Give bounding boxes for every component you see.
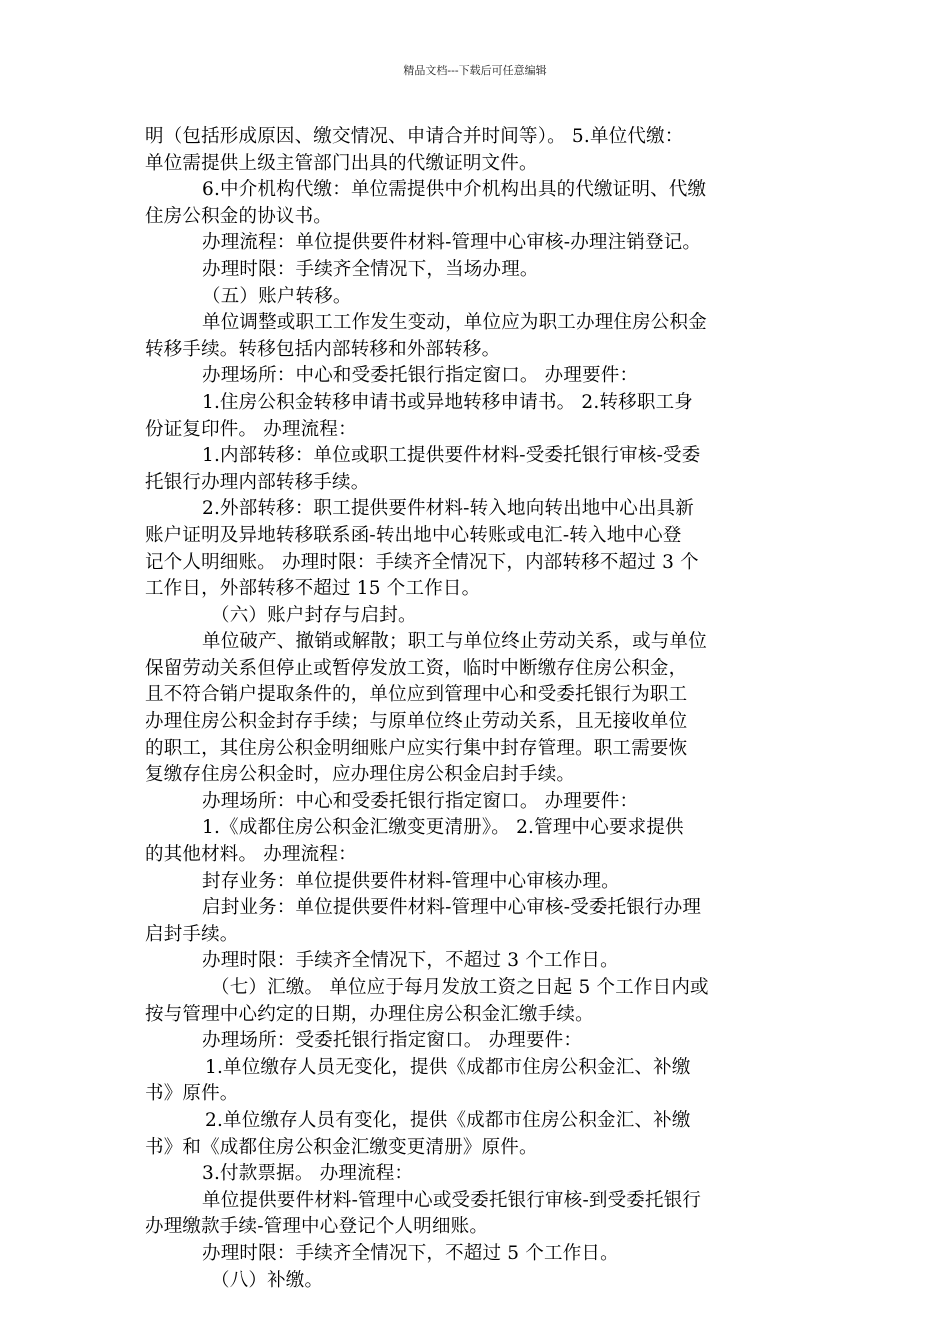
text-line: 且不符合销户提取条件的，单位应到管理中心和受委托银行为职工: [145, 684, 688, 706]
text-line: 办理缴款手续-管理中心登记个人明细账。: [145, 1216, 489, 1238]
text-line: 账户证明及异地转移联系函-转出地中心转账或电汇-转入地中心登: [145, 524, 682, 546]
text-line: 复缴存住房公积金时，应办理住房公积金启封手续。: [145, 764, 576, 786]
text-line: 6.中介机构代缴：单位需提供中介机构出具的代缴证明、代缴: [202, 179, 707, 201]
text-line: 单位需提供上级主管部门出具的代缴证明文件。: [145, 152, 538, 174]
text-line: 3.付款票据。 办理流程：: [202, 1163, 414, 1185]
text-line: 记个人明细账。 办理时限：手续齐全情况下，内部转移不超过 3 个: [145, 551, 699, 573]
text-line: 1.住房公积金转移申请书或异地转移申请书。 2.转移职工身: [202, 391, 693, 413]
text-line: 1.单位缴存人员无变化，提供《成都市住房公积金汇、补缴: [205, 1056, 691, 1078]
text-line: 单位破产、撤销或解散；职工与单位终止劳动关系，或与单位: [202, 631, 707, 653]
text-line: 工作日，外部转移不超过 15 个工作日。: [145, 578, 481, 600]
text-line: 明（包括形成原因、缴交情况、申请合并时间等）。 5.单位代缴：: [145, 126, 684, 147]
text-line: 1.《成都住房公积金汇缴变更清册》。 2.管理中心要求提供: [202, 817, 684, 839]
text-line: 单位调整或职工工作发生变动，单位应为职工办理住房公积金: [202, 312, 707, 334]
text-line: 启封业务：单位提供要件材料-管理中心审核-受委托银行办理: [202, 897, 702, 919]
section-heading: （五）账户转移。: [202, 285, 352, 307]
text-line: 办理场所：受委托银行指定窗口。 办理要件：: [202, 1030, 583, 1052]
text-line: 启封手续。: [145, 923, 239, 945]
text-line: 份证复印件。 办理流程：: [145, 418, 357, 440]
text-line: 办理住房公积金封存手续；与原单位终止劳动关系，且无接收单位: [145, 711, 688, 733]
text-line: 转移手续。转移包括内部转移和外部转移。: [145, 338, 501, 360]
text-line: 办理流程：单位提供要件材料-管理中心审核-办理注销登记。: [202, 232, 702, 254]
text-line: 单位提供要件材料-管理中心或受委托银行审核-到受委托银行: [202, 1189, 702, 1211]
section-heading: （六）账户封存与启封。: [211, 604, 417, 626]
text-line: 书》和《成都住房公积金汇缴变更清册》原件。: [145, 1136, 538, 1158]
text-line: 办理场所：中心和受委托银行指定窗口。 办理要件：: [202, 790, 639, 812]
text-line: 住房公积金的协议书。: [145, 205, 333, 227]
text-line: 封存业务：单位提供要件材料-管理中心审核办理。: [202, 870, 620, 892]
text-line: 办理时限：手续齐全情况下，不超过 5 个工作日。: [202, 1242, 619, 1264]
text-line: 2.外部转移：职工提供要件材料-转入地向转出地中心出具新: [202, 498, 695, 520]
text-line: 办理时限：手续齐全情况下，不超过 3 个工作日。: [202, 950, 619, 972]
text-line: 2.单位缴存人员有变化，提供《成都市住房公积金汇、补缴: [205, 1109, 691, 1131]
text-line: 的职工，其住房公积金明细账户应实行集中封存管理。职工需要恢: [145, 737, 688, 759]
text-line: 托银行办理内部转移手续。: [145, 471, 370, 493]
page-header: 精品文档---下载后可任意编辑: [403, 64, 547, 77]
section-heading: （八）补缴。: [211, 1269, 324, 1291]
text-line: 1.内部转移：单位或职工提供要件材料-受委托银行审核-受委: [202, 445, 701, 467]
text-line: 办理场所：中心和受委托银行指定窗口。 办理要件：: [202, 365, 639, 387]
text-line: 书》原件。: [145, 1083, 239, 1105]
text-line: 办理时限：手续齐全情况下，当场办理。: [202, 258, 539, 280]
document-body: [145, 124, 809, 1294]
text-line: 的其他材料。 办理流程：: [145, 844, 357, 866]
text-line: 按与管理中心约定的日期，办理住房公积金汇缴手续。: [145, 1003, 594, 1025]
section-heading: （七）汇缴。 单位应于每月发放工资之日起 5 个工作日内或: [211, 977, 709, 998]
text-line: 保留劳动关系但停止或暂停发放工资，临时中断缴存住房公积金，: [145, 657, 688, 679]
